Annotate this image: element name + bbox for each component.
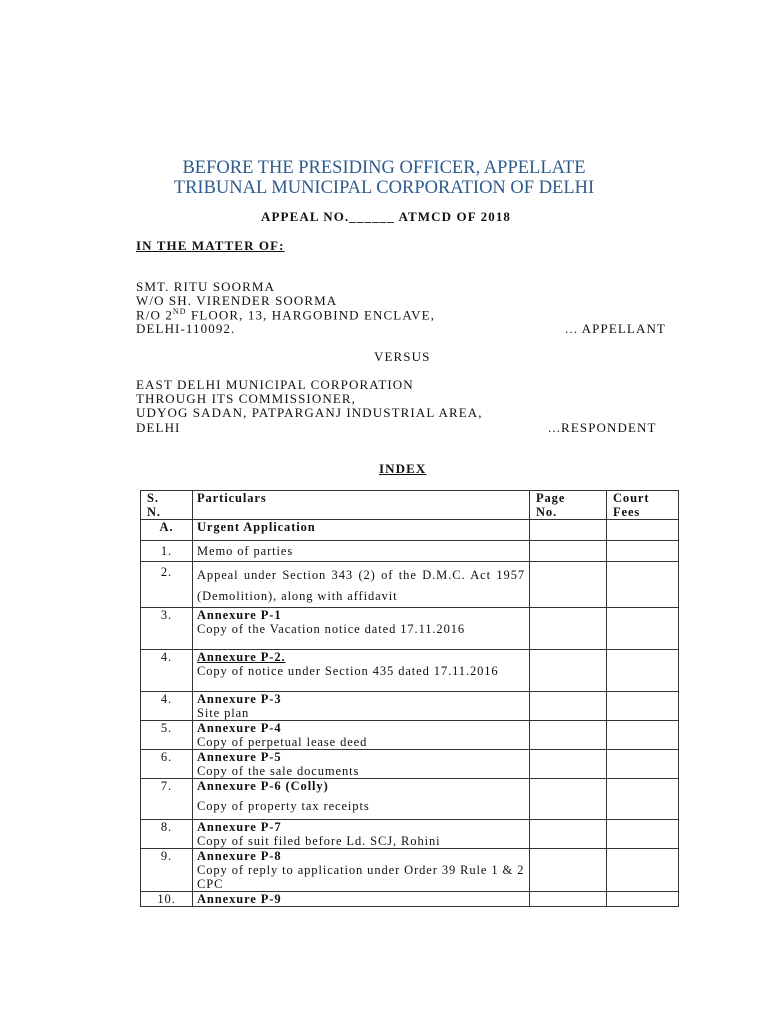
in-the-matter-label: IN THE MATTER OF: — [136, 238, 285, 253]
table-row — [141, 562, 679, 608]
row-title: Annexure P-2. — [197, 650, 286, 664]
row-sn: 9. — [141, 849, 193, 892]
respondent-line-1: EAST DELHI MUNICIPAL CORPORATION — [136, 377, 414, 392]
address-prefix: R/O 2 — [136, 307, 173, 323]
row-sn: 10. — [141, 892, 193, 907]
row-sn: 7. — [141, 779, 193, 820]
row-page-no — [530, 721, 607, 750]
row-content — [193, 849, 530, 892]
court-heading-line-2: TRIBUNAL MUNICIPAL CORPORATION OF DELHI — [173, 178, 595, 198]
table-row — [141, 750, 679, 779]
row-title: Annexure P-5 — [197, 750, 282, 764]
row-desc: Memo of parties — [193, 541, 530, 562]
row-title: Annexure P-1 — [197, 608, 282, 622]
table-row — [141, 849, 679, 892]
row-court-fees — [607, 692, 679, 721]
row-sn: 2. — [141, 562, 193, 608]
row-sn: 4. — [141, 692, 193, 721]
row-court-fees — [607, 650, 679, 692]
row-sn: 3. — [141, 608, 193, 650]
row-court-fees — [607, 892, 679, 907]
row-content — [193, 650, 530, 692]
table-row — [141, 520, 679, 541]
row-desc: Copy of reply to application under Order 39 Rule 1 & 2 CPC — [197, 863, 525, 891]
row-court-fees — [607, 721, 679, 750]
index-title: INDEX — [379, 461, 427, 476]
respondent-line-3: UDYOG SADAN, PATPARGANJ INDUSTRIAL AREA, — [136, 405, 483, 420]
fees-header-line-2: Fees — [613, 505, 641, 519]
appellant-city: DELHI-110092. — [136, 321, 236, 336]
row-desc: Copy of perpetual lease deed — [197, 735, 368, 749]
row-sn: 5. — [141, 721, 193, 750]
row-title: Urgent Application — [193, 520, 530, 541]
row-page-no — [530, 562, 607, 608]
sn-header-line-1: S. — [147, 491, 159, 505]
row-page-no — [530, 650, 607, 692]
address-rest: FLOOR, 13, HARGOBIND ENCLAVE, — [186, 307, 436, 323]
address-superscript: ND — [172, 307, 187, 316]
appeal-number: APPEAL NO.______ ATMCD OF 2018 — [261, 209, 512, 224]
row-desc: Copy of the Vacation notice dated 17.11.2016 — [197, 622, 466, 636]
row-page-no — [530, 750, 607, 779]
index-table — [140, 490, 679, 907]
row-page-no — [530, 820, 607, 849]
row-court-fees — [607, 750, 679, 779]
page-no-header — [530, 491, 607, 520]
row-content — [193, 750, 530, 779]
appellant-relation: W/O SH. VIRENDER SOORMA — [136, 293, 338, 308]
row-page-no — [530, 608, 607, 650]
appellant-name: SMT. RITU SOORMA — [136, 279, 276, 294]
row-sn: 8. — [141, 820, 193, 849]
row-court-fees — [607, 849, 679, 892]
row-desc: Appeal under Section 343 (2) of the D.M.C. Act 1957 (Demolition), along with affidavit — [193, 562, 530, 608]
respondent-line-4: DELHI — [136, 420, 181, 435]
fees-header-line-1: Court — [613, 491, 650, 505]
row-court-fees — [607, 541, 679, 562]
row-desc: Site plan — [197, 706, 250, 720]
table-row — [141, 608, 679, 650]
appellant-role: ... APPELLANT — [565, 321, 666, 336]
particulars-header: Particulars — [193, 491, 530, 520]
sn-header — [141, 491, 193, 520]
row-desc: Copy of suit filed before Ld. SCJ, Rohini — [197, 834, 441, 848]
row-court-fees — [607, 820, 679, 849]
table-row — [141, 892, 679, 907]
row-content — [193, 692, 530, 721]
row-court-fees — [607, 562, 679, 608]
row-sn: 6. — [141, 750, 193, 779]
row-content — [193, 779, 530, 820]
row-title: Annexure P-6 (Colly) — [197, 779, 329, 793]
table-row — [141, 820, 679, 849]
respondent-line-2: THROUGH ITS COMMISSIONER, — [136, 391, 356, 406]
court-fees-header — [607, 491, 679, 520]
table-row — [141, 721, 679, 750]
table-row — [141, 779, 679, 820]
row-sn: 4. — [141, 650, 193, 692]
sn-header-line-2: N. — [147, 505, 161, 519]
row-desc: Copy of notice under Section 435 dated 17.11.2016 — [197, 664, 499, 678]
row-title: Annexure P-7 — [197, 820, 282, 834]
table-header-row — [141, 491, 679, 520]
row-page-no — [530, 541, 607, 562]
row-page-no — [530, 520, 607, 541]
row-page-no — [530, 779, 607, 820]
row-sn: A. — [141, 520, 193, 541]
row-desc: Copy of the sale documents — [197, 764, 360, 778]
table-row — [141, 541, 679, 562]
row-content — [193, 820, 530, 849]
row-desc: Copy of property tax receipts — [197, 799, 370, 813]
row-page-no — [530, 892, 607, 907]
row-content — [193, 608, 530, 650]
page-header-line-1: Page — [536, 491, 566, 505]
respondent-role: ...RESPONDENT — [548, 420, 657, 435]
table-row — [141, 650, 679, 692]
row-title: Annexure P-4 — [197, 721, 282, 735]
row-title: Annexure P-3 — [197, 692, 282, 706]
row-page-no — [530, 692, 607, 721]
table-row — [141, 692, 679, 721]
court-heading-line-1: BEFORE THE PRESIDING OFFICER, APPELLATE — [182, 158, 586, 178]
row-sn: 1. — [141, 541, 193, 562]
versus-label: VERSUS — [374, 349, 431, 364]
row-court-fees — [607, 520, 679, 541]
row-title: Annexure P-9 — [193, 892, 530, 907]
row-content — [193, 721, 530, 750]
row-title: Annexure P-8 — [197, 849, 282, 863]
row-court-fees — [607, 608, 679, 650]
page-header-line-2: No. — [536, 505, 558, 519]
row-page-no — [530, 849, 607, 892]
row-court-fees — [607, 779, 679, 820]
